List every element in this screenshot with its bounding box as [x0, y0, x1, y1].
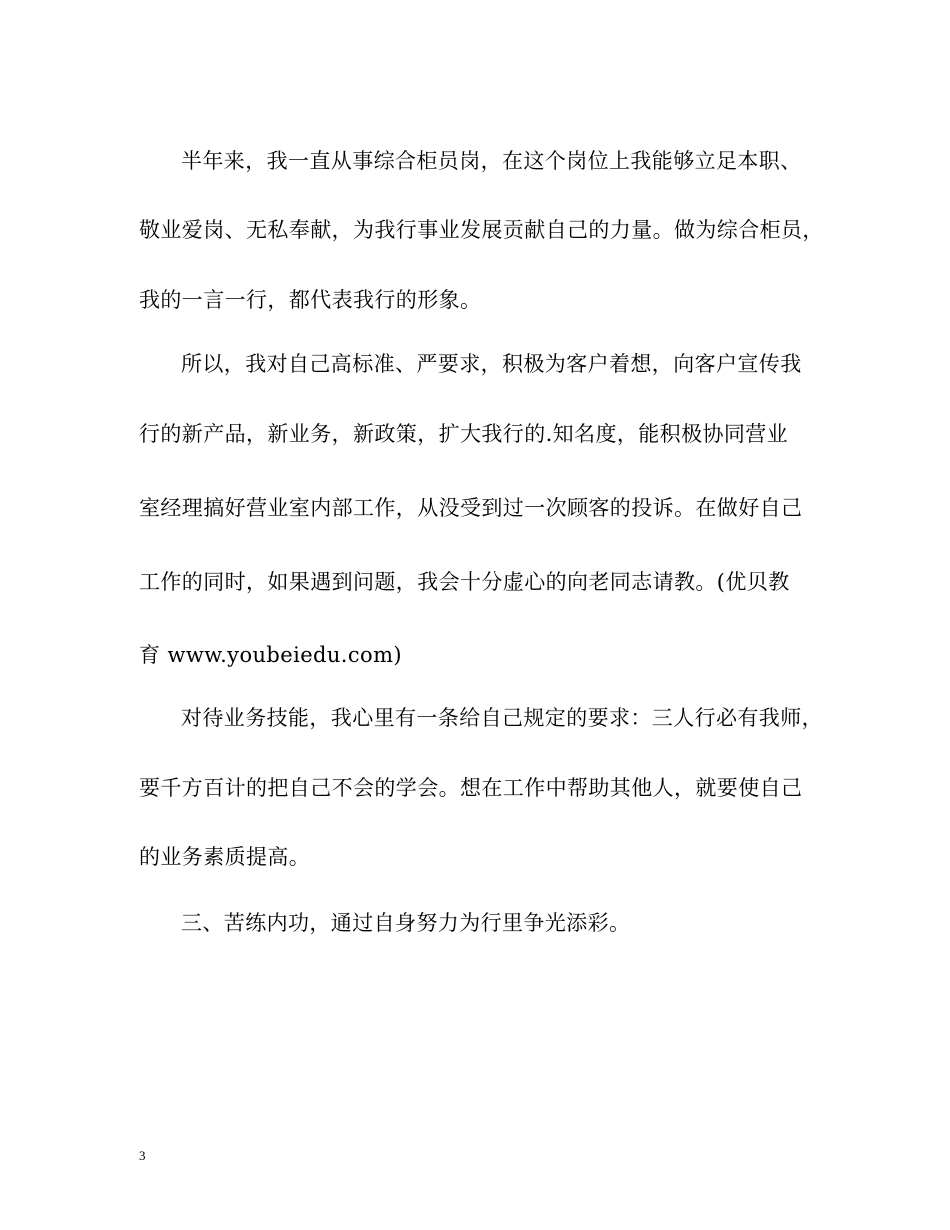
- paragraph-3-line-1: 对待业务技能，我心里有一条给自己规定的要求：三人行必有我师，: [181, 706, 823, 730]
- paragraph-2-line-5: 育 www.youbeiedu.com): [139, 643, 402, 667]
- paragraph-2-line-1: 所以，我对自己高标准、严要求，积极为客户着想，向客户宣传我: [181, 352, 802, 376]
- paragraph-2-line-2: 行的新产品，新业务，新政策，扩大我行的.知名度，能积极协同营业: [139, 422, 789, 446]
- paragraph-3-line-3: 的业务素质提高。: [139, 845, 311, 869]
- section-heading-line: 三、苦练内功，通过自身努力为行里争光添彩。: [181, 911, 631, 935]
- paragraph-1-line-3: 我的一言一行，都代表我行的形象。: [139, 288, 482, 312]
- paragraph-3-line-2: 要千方百计的把自己不会的学会。想在工作中帮助其他人，就要使自己: [139, 776, 803, 800]
- paragraph-2-line-4: 工作的同时，如果遇到问题，我会十分虚心的向老同志请教。(优贝教: [139, 570, 790, 594]
- page-number: 3: [139, 1148, 146, 1163]
- paragraph-2-line-3: 室经理搞好营业室内部工作，从没受到过一次顾客的投诉。在做好自己: [139, 496, 803, 520]
- paragraph-1-line-2: 敬业爱岗、无私奉献，为我行事业发展贡献自己的力量。做为综合柜员，: [139, 218, 824, 242]
- paragraph-1-line-1: 半年来，我一直从事综合柜员岗，在这个岗位上我能够立足本职、: [181, 149, 802, 173]
